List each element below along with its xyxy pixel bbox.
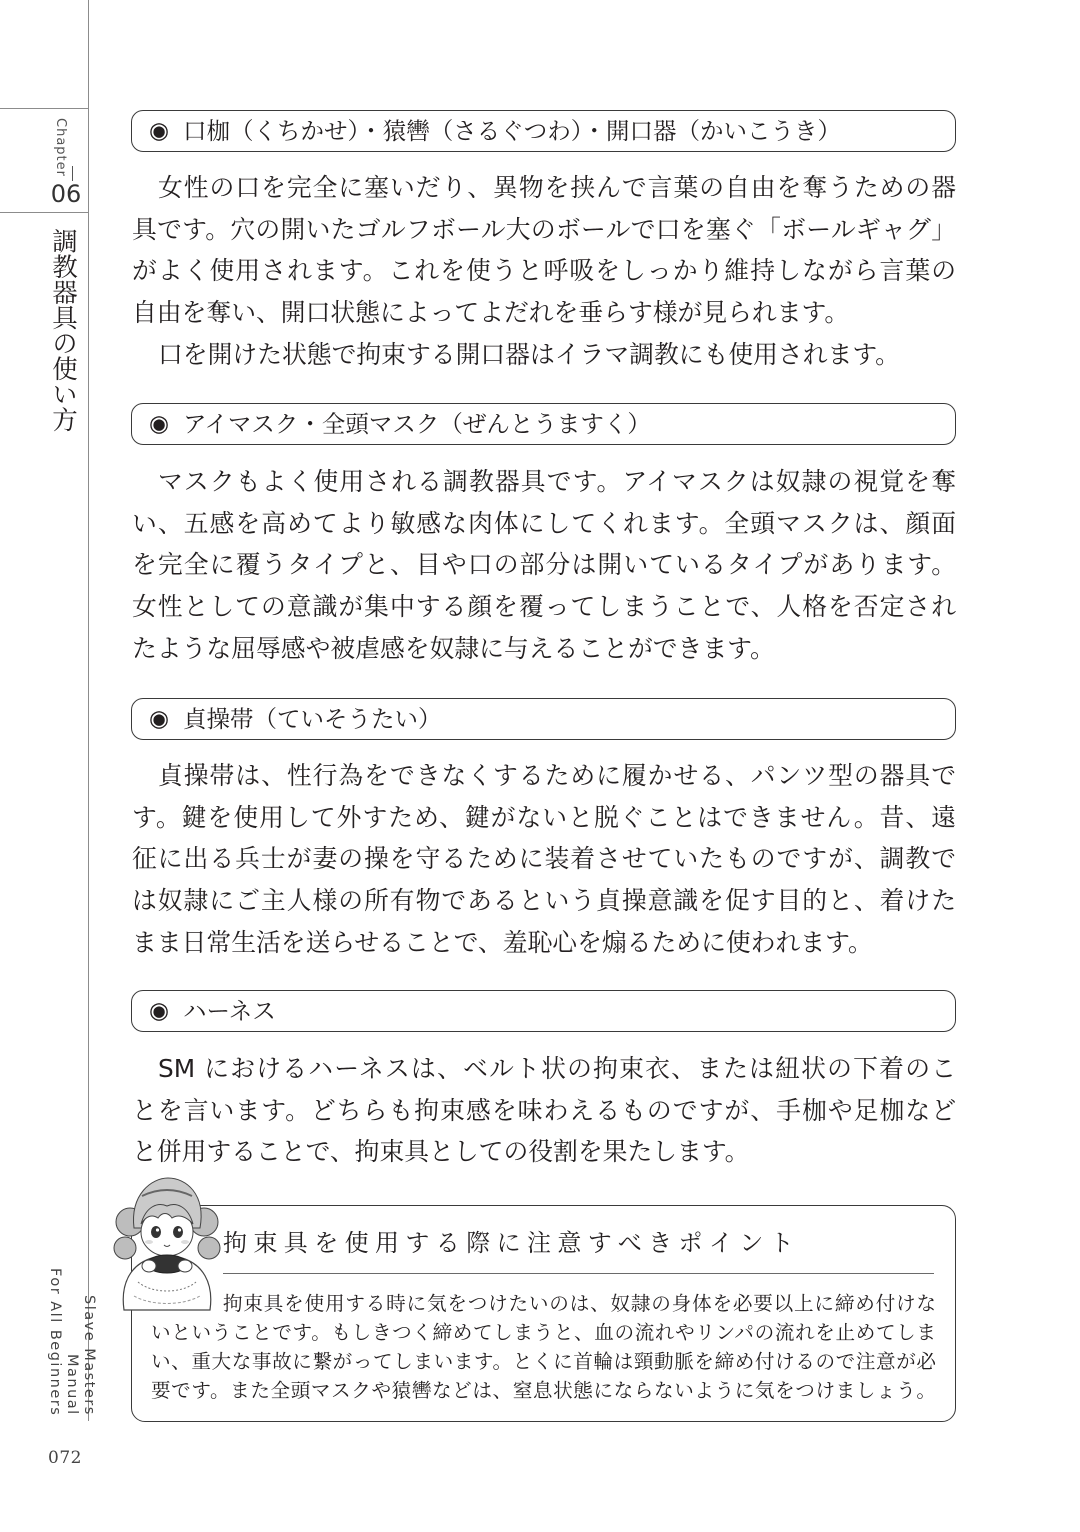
illustration-hand-right	[178, 1260, 192, 1272]
sidebar-top-rule	[0, 108, 88, 109]
book-series-title	[46, 1230, 97, 1416]
section-heading-chastity-belt	[131, 698, 956, 740]
paragraph-line: す。鍵を使用して外すため、鍵がないと脱ぐことはできません。昔、遠	[132, 802, 956, 832]
paragraph-line: がよく使用されます。これを使うと呼吸をしっかり維持しながら言葉の	[132, 256, 956, 286]
section-heading-text: アイマスク・全頭マスク（ぜんとうますく）	[183, 410, 651, 438]
sidebar-vertical-rule	[88, 0, 89, 1421]
paragraph-line: 口を開けた状態で拘束する開口器はイラマ調教にも使用されます。	[158, 339, 900, 369]
illustration-blush	[145, 1240, 153, 1244]
paragraph-line: たような屈辱感や被虐感を奴隷に与えることができます。	[132, 633, 775, 663]
caution-note-box	[131, 1205, 956, 1422]
paragraph-line: と併用することで、拘束具としての役割を果たします。	[132, 1137, 750, 1167]
section-heading-text: 口枷（くちかせ）・猿轡（さるぐつわ）・開口器（かいこうき）	[183, 117, 841, 145]
caution-note-rule	[223, 1273, 934, 1274]
illustration-curl-left-lower	[114, 1237, 136, 1259]
note-line: いということです。もしきつく締めてしまうと、血の流れやリンパの流れを止めてしま	[151, 1321, 936, 1344]
section-heading-gag	[131, 110, 956, 152]
illustration-hand-left	[142, 1260, 156, 1272]
series-title-line-2: For All Beginners	[47, 1267, 63, 1416]
bullet-icon: ◉	[149, 118, 170, 144]
paragraph-line: 征に出る兵士が妻の操を守るために装着させていたものですが、調教で	[132, 844, 956, 874]
section-body-chastity-belt	[132, 755, 956, 963]
bullet-icon: ◉	[149, 411, 170, 437]
paragraph-line: を完全に覆うタイプと、目や口の部分は開いているタイプがあります。	[132, 550, 956, 580]
section-heading-mask	[131, 403, 956, 445]
series-title-line-1: Slave Masters Manual	[64, 1295, 97, 1416]
page-number: 072	[48, 1448, 82, 1468]
note-line: 要です。また全頭マスクや猿轡などは、窒息状態にならないように気をつけましょう。	[151, 1379, 936, 1402]
paragraph-line: い、五感を高めてより敏感な肉体にしてくれます。全頭マスクは、顔面	[132, 508, 956, 538]
illustration-eye-left	[151, 1226, 161, 1238]
paragraph-line: 具です。穴の開いたゴルフボール大のボールで口を塞ぐ「ボールギャグ」	[132, 214, 956, 244]
paragraph-line: 女性の口を完全に塞いだり、異物を挟んで言葉の自由を奪うための器	[158, 173, 956, 202]
section-heading-text: ハーネス	[183, 997, 276, 1025]
paragraph-line: 女性としての意識が集中する顔を覆ってしまうことで、人格を否定され	[132, 592, 956, 622]
illustration-eye-highlight	[156, 1228, 159, 1231]
character-illustration	[112, 1172, 222, 1312]
chapter-title: 調教器具の使い方	[48, 228, 78, 432]
paragraph-line: マスクもよく使用される調教器具です。アイマスクは奴隷の視覚を奪	[158, 467, 956, 496]
section-body-gag	[132, 167, 956, 375]
illustration-blush	[181, 1240, 189, 1244]
chapter-label: Chapter	[53, 118, 68, 177]
note-line: い、重大な事故に繋がってしまいます。とくに首輪は頸動脈を締め付けるので注意が必	[151, 1350, 936, 1373]
bullet-icon: ◉	[149, 706, 170, 732]
paragraph-line: 貞操帯は、性行為をできなくするために履かせる、パンツ型の器具で	[158, 761, 956, 790]
note-line: 拘束具を使用する時に気をつけたいのは、奴隷の身体を必要以上に締め付けな	[223, 1292, 936, 1315]
illustration-curl-right-lower	[198, 1237, 220, 1259]
caution-note-title: 拘束具を使用する際に注意すべきポイント	[223, 1229, 801, 1257]
sidebar-mid-rule	[0, 212, 88, 213]
section-heading-harness	[131, 990, 956, 1032]
caution-note-body	[151, 1289, 936, 1405]
paragraph-line: 自由を奪い、開口状態によってよだれを垂らす様が見られます。	[132, 298, 850, 328]
chapter-number: 06	[50, 180, 82, 208]
paragraph-line: まま日常生活を送らせることで、羞恥心を煽るために使われます。	[132, 927, 873, 957]
paragraph-line: SM におけるハーネスは、ベルト状の拘束衣、または紐状の下着のこ	[158, 1054, 956, 1083]
paragraph-line: とを言います。どちらも拘束感を味わえるものですが、手枷や足枷など	[132, 1095, 956, 1125]
chapter-divider	[72, 166, 73, 181]
section-body-mask	[132, 461, 956, 669]
illustration-eye-highlight	[178, 1228, 181, 1231]
paragraph-line: は奴隷にご主人様の所有物であるという貞操意識を促す目的と、着けた	[132, 886, 956, 916]
section-body-harness	[132, 1048, 956, 1173]
section-heading-text: 貞操帯（ていそうたい）	[183, 705, 442, 733]
illustration-eye-right	[173, 1226, 183, 1238]
bullet-icon: ◉	[149, 998, 170, 1024]
